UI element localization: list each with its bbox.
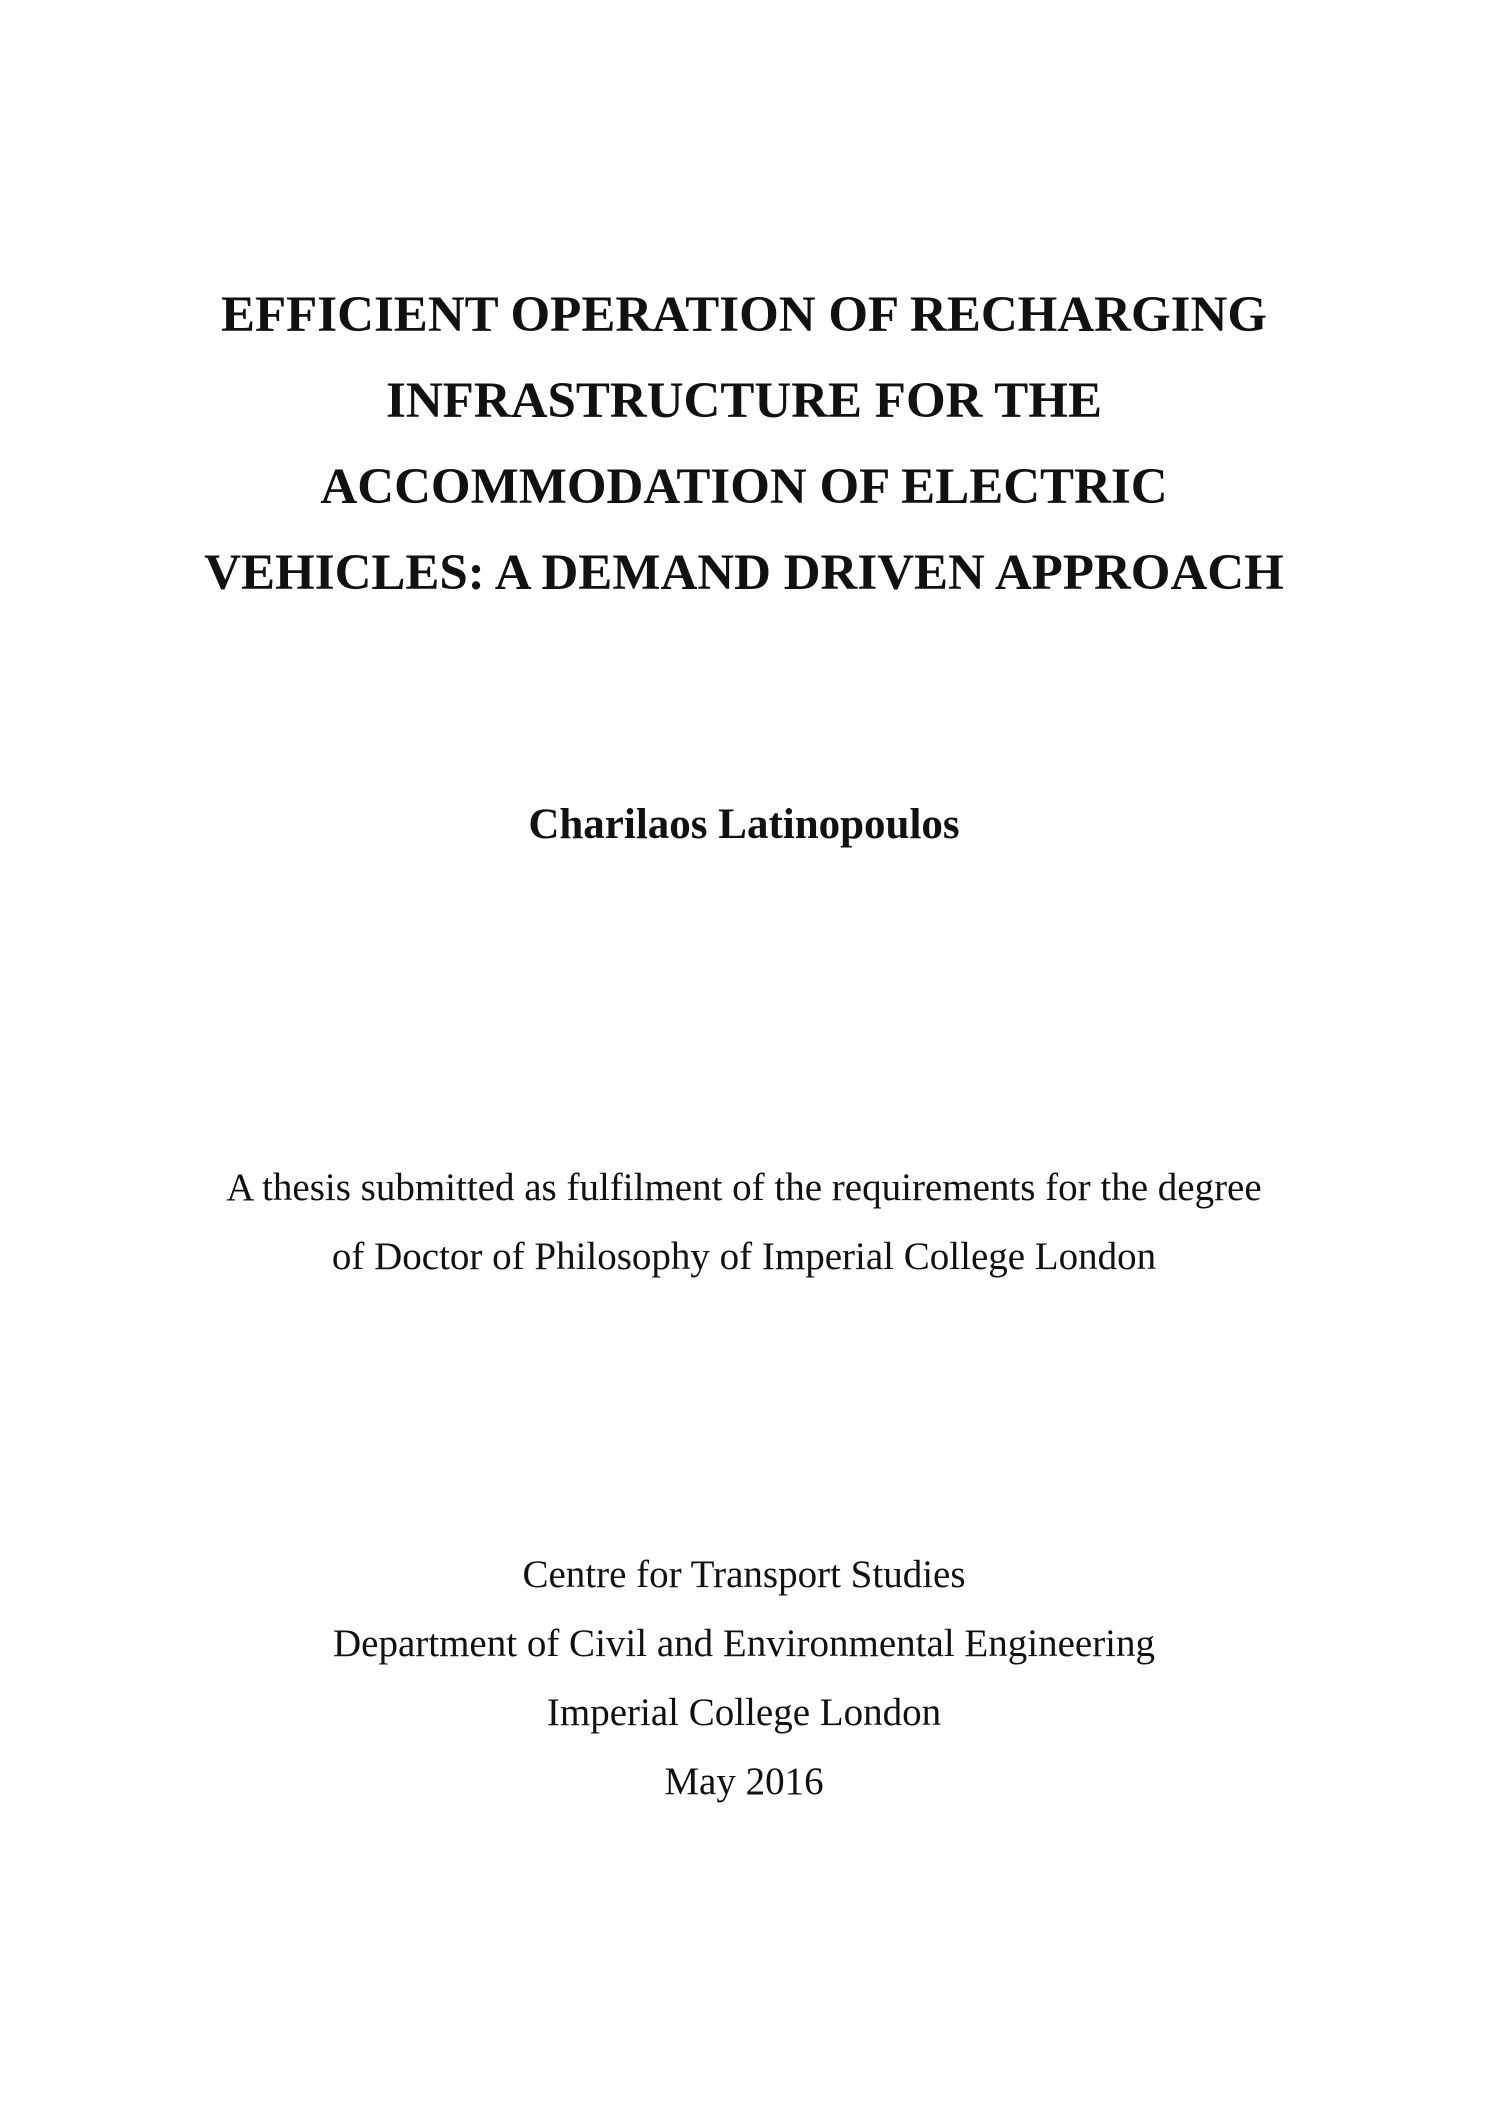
- thesis-title: [0, 272, 1488, 616]
- centre-name: Centre for Transport Studies: [522, 1553, 966, 1596]
- thesis-title-line-1: EFFICIENT OPERATION OF RECHARGING: [220, 287, 1268, 343]
- degree-statement: [0, 1153, 1488, 1291]
- degree-statement-line-1: A thesis submitted as fulfilment of the requirements for the degree: [226, 1166, 1262, 1209]
- department-name: Department of Civil and Environmental Engineering: [332, 1622, 1156, 1665]
- thesis-title-line-4: VEHICLES: A DEMAND DRIVEN APPROACH: [204, 545, 1284, 601]
- submission-date: May 2016: [664, 1760, 824, 1803]
- author-name: Charilaos Latinopoulos: [528, 801, 960, 848]
- thesis-title-line-3: ACCOMMODATION OF ELECTRIC: [320, 459, 1168, 515]
- affiliation-block: [0, 1540, 1488, 1816]
- degree-statement-line-2: of Doctor of Philosophy of Imperial College London: [331, 1235, 1157, 1278]
- thesis-title-line-2: INFRASTRUCTURE FOR THE: [386, 373, 1102, 429]
- institution-name: Imperial College London: [546, 1691, 942, 1734]
